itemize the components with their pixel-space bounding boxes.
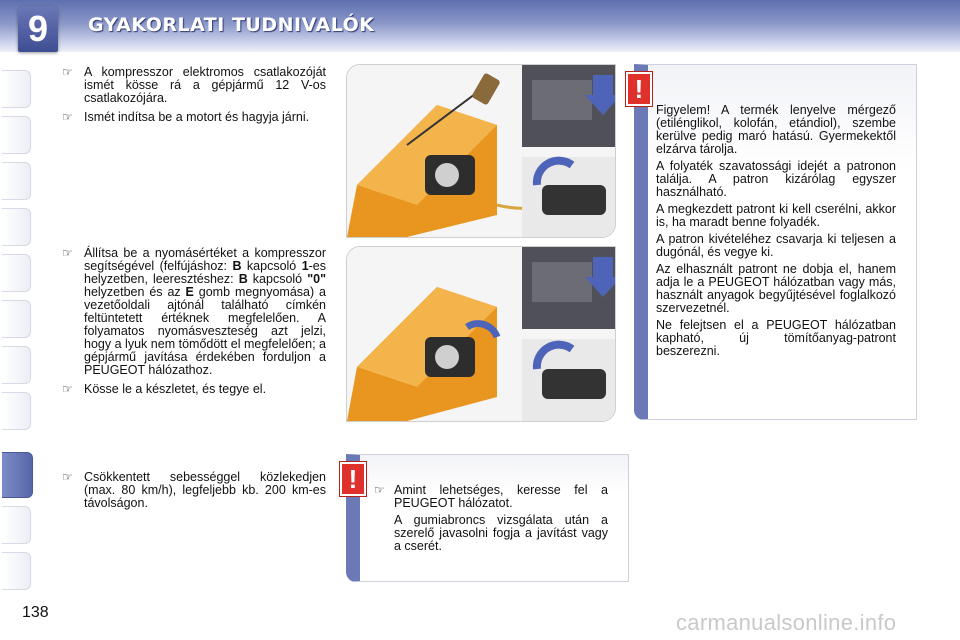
warning-exclamation-icon: !: [340, 462, 366, 496]
warning-paragraph: Figyelem! A termék lenyelve mérgező (etilénglikol, kolofán, etándiol), szembe kerülve pedig maró hatású. Gyermekektől elzárva tárolja.: [656, 103, 896, 156]
side-tab: [2, 552, 31, 590]
bold-term: 1: [301, 259, 309, 273]
pointing-hand-icon: ☞: [62, 470, 73, 484]
chapter-side-tabs: [0, 60, 34, 580]
page-number: 138: [22, 604, 49, 621]
bold-term: B: [232, 259, 242, 273]
pointing-hand-icon: ☞: [62, 382, 73, 396]
warning-paragraph: Ne felejtsen el a PEUGEOT hálózatban kapható, új tömítőanyag-patront beszerezni.: [656, 318, 896, 358]
side-tab: [2, 392, 31, 430]
text-run: Kösse le a készletet, és tegye el.: [84, 382, 267, 396]
bold-term: E: [185, 285, 194, 299]
pointing-hand-icon: ☞: [62, 246, 73, 260]
service-paragraph: A gumiabroncs vizsgálata után a szerelő javasolni fogja a javítást vagy a cserét.: [394, 513, 608, 553]
warning-paragraph: A folyaték szavatossági idejét a patronon találja. A patron kizárólag egyszer használható.: [656, 159, 896, 199]
side-tab: [2, 346, 31, 384]
instructions-block-2: [56, 247, 326, 402]
text-run: -es helyzetben, leeresztéshez:: [84, 259, 327, 286]
pointing-hand-icon: ☞: [374, 483, 385, 497]
warning-paragraph: A patron kivételéhez csavarja ki teljesen a dugónál, és vegye ki.: [656, 232, 896, 259]
text-run: gomb megnyomása) a vezetőoldali ajtónál található címkén feltüntetett értéknek megfelelően. A folyamatos nyomásveszteség azt jelzi, hogy a lyuk nem tömődött el megfelelően; a gépjármű javítása érdekében forduljon a PEUGEOT hálózathoz.: [84, 285, 326, 377]
side-tab: [2, 300, 31, 338]
text-run: kapcsoló: [247, 272, 308, 286]
side-tab-active: [2, 452, 33, 498]
side-tab: [2, 70, 31, 108]
list-item: ☞ Amint lehetséges, keresse fel a PEUGEOT hálózatot.: [374, 483, 608, 510]
bold-term: B: [238, 272, 248, 286]
side-tab: [2, 116, 31, 154]
warning-paragraph: A megkezdett patront ki kell cserélni, akkor is, ha maradt benne folyadék.: [656, 202, 896, 229]
instructions-block-1: [56, 66, 326, 130]
bold-term: "0": [307, 272, 327, 286]
text-run: Állítsa be a nyomásértéket a kompresszor segítségével (felfújáshoz:: [84, 246, 326, 273]
watermark: carmanualsonline.info: [676, 610, 897, 635]
side-tab: [2, 254, 31, 292]
side-tab: [2, 208, 31, 246]
list-item: [56, 383, 326, 396]
instructions-block-3: [56, 471, 326, 516]
warning-text-service: [368, 484, 608, 553]
list-item: ☞ A kompresszor elektromos csatlakozóját ismét kösse rá a gépjármű 12 V-os csatlakozójára.: [62, 65, 326, 105]
illustration-compressor-connect: [346, 64, 616, 238]
list-item: [56, 247, 326, 377]
warning-exclamation-icon: !: [626, 72, 652, 106]
text-run: helyzetben és az: [84, 285, 186, 299]
pointing-hand-icon: ☞: [62, 110, 73, 124]
list-item: ☞ Csökkentett sebességgel közlekedjen (max. 80 km/h), legfeljebb kb. 200 km-es távolságon.: [62, 470, 326, 510]
list-item: ☞ Ismét indítsa be a motort és hagyja járni.: [62, 110, 310, 124]
text-run: kapcsoló: [241, 259, 302, 273]
page-header: [0, 0, 960, 52]
chapter-title: GYAKORLATI TUDNIVALÓK: [88, 14, 375, 36]
compressor-kit-illustration: [347, 247, 615, 421]
side-tab: [2, 506, 31, 544]
warning-paragraph: Az elhasznált patront ne dobja el, hanem adja le a PEUGEOT hálózatban vagy más, használt anyagok begyűjtésével foglalkozó szervezetnél.: [656, 262, 896, 315]
compressor-kit-illustration: [347, 65, 615, 237]
side-tab: [2, 162, 31, 200]
chapter-number-badge: 9: [18, 6, 58, 52]
pointing-hand-icon: ☞: [62, 65, 73, 79]
illustration-compressor-disconnect: [346, 246, 616, 422]
warning-text-product: [656, 104, 896, 362]
